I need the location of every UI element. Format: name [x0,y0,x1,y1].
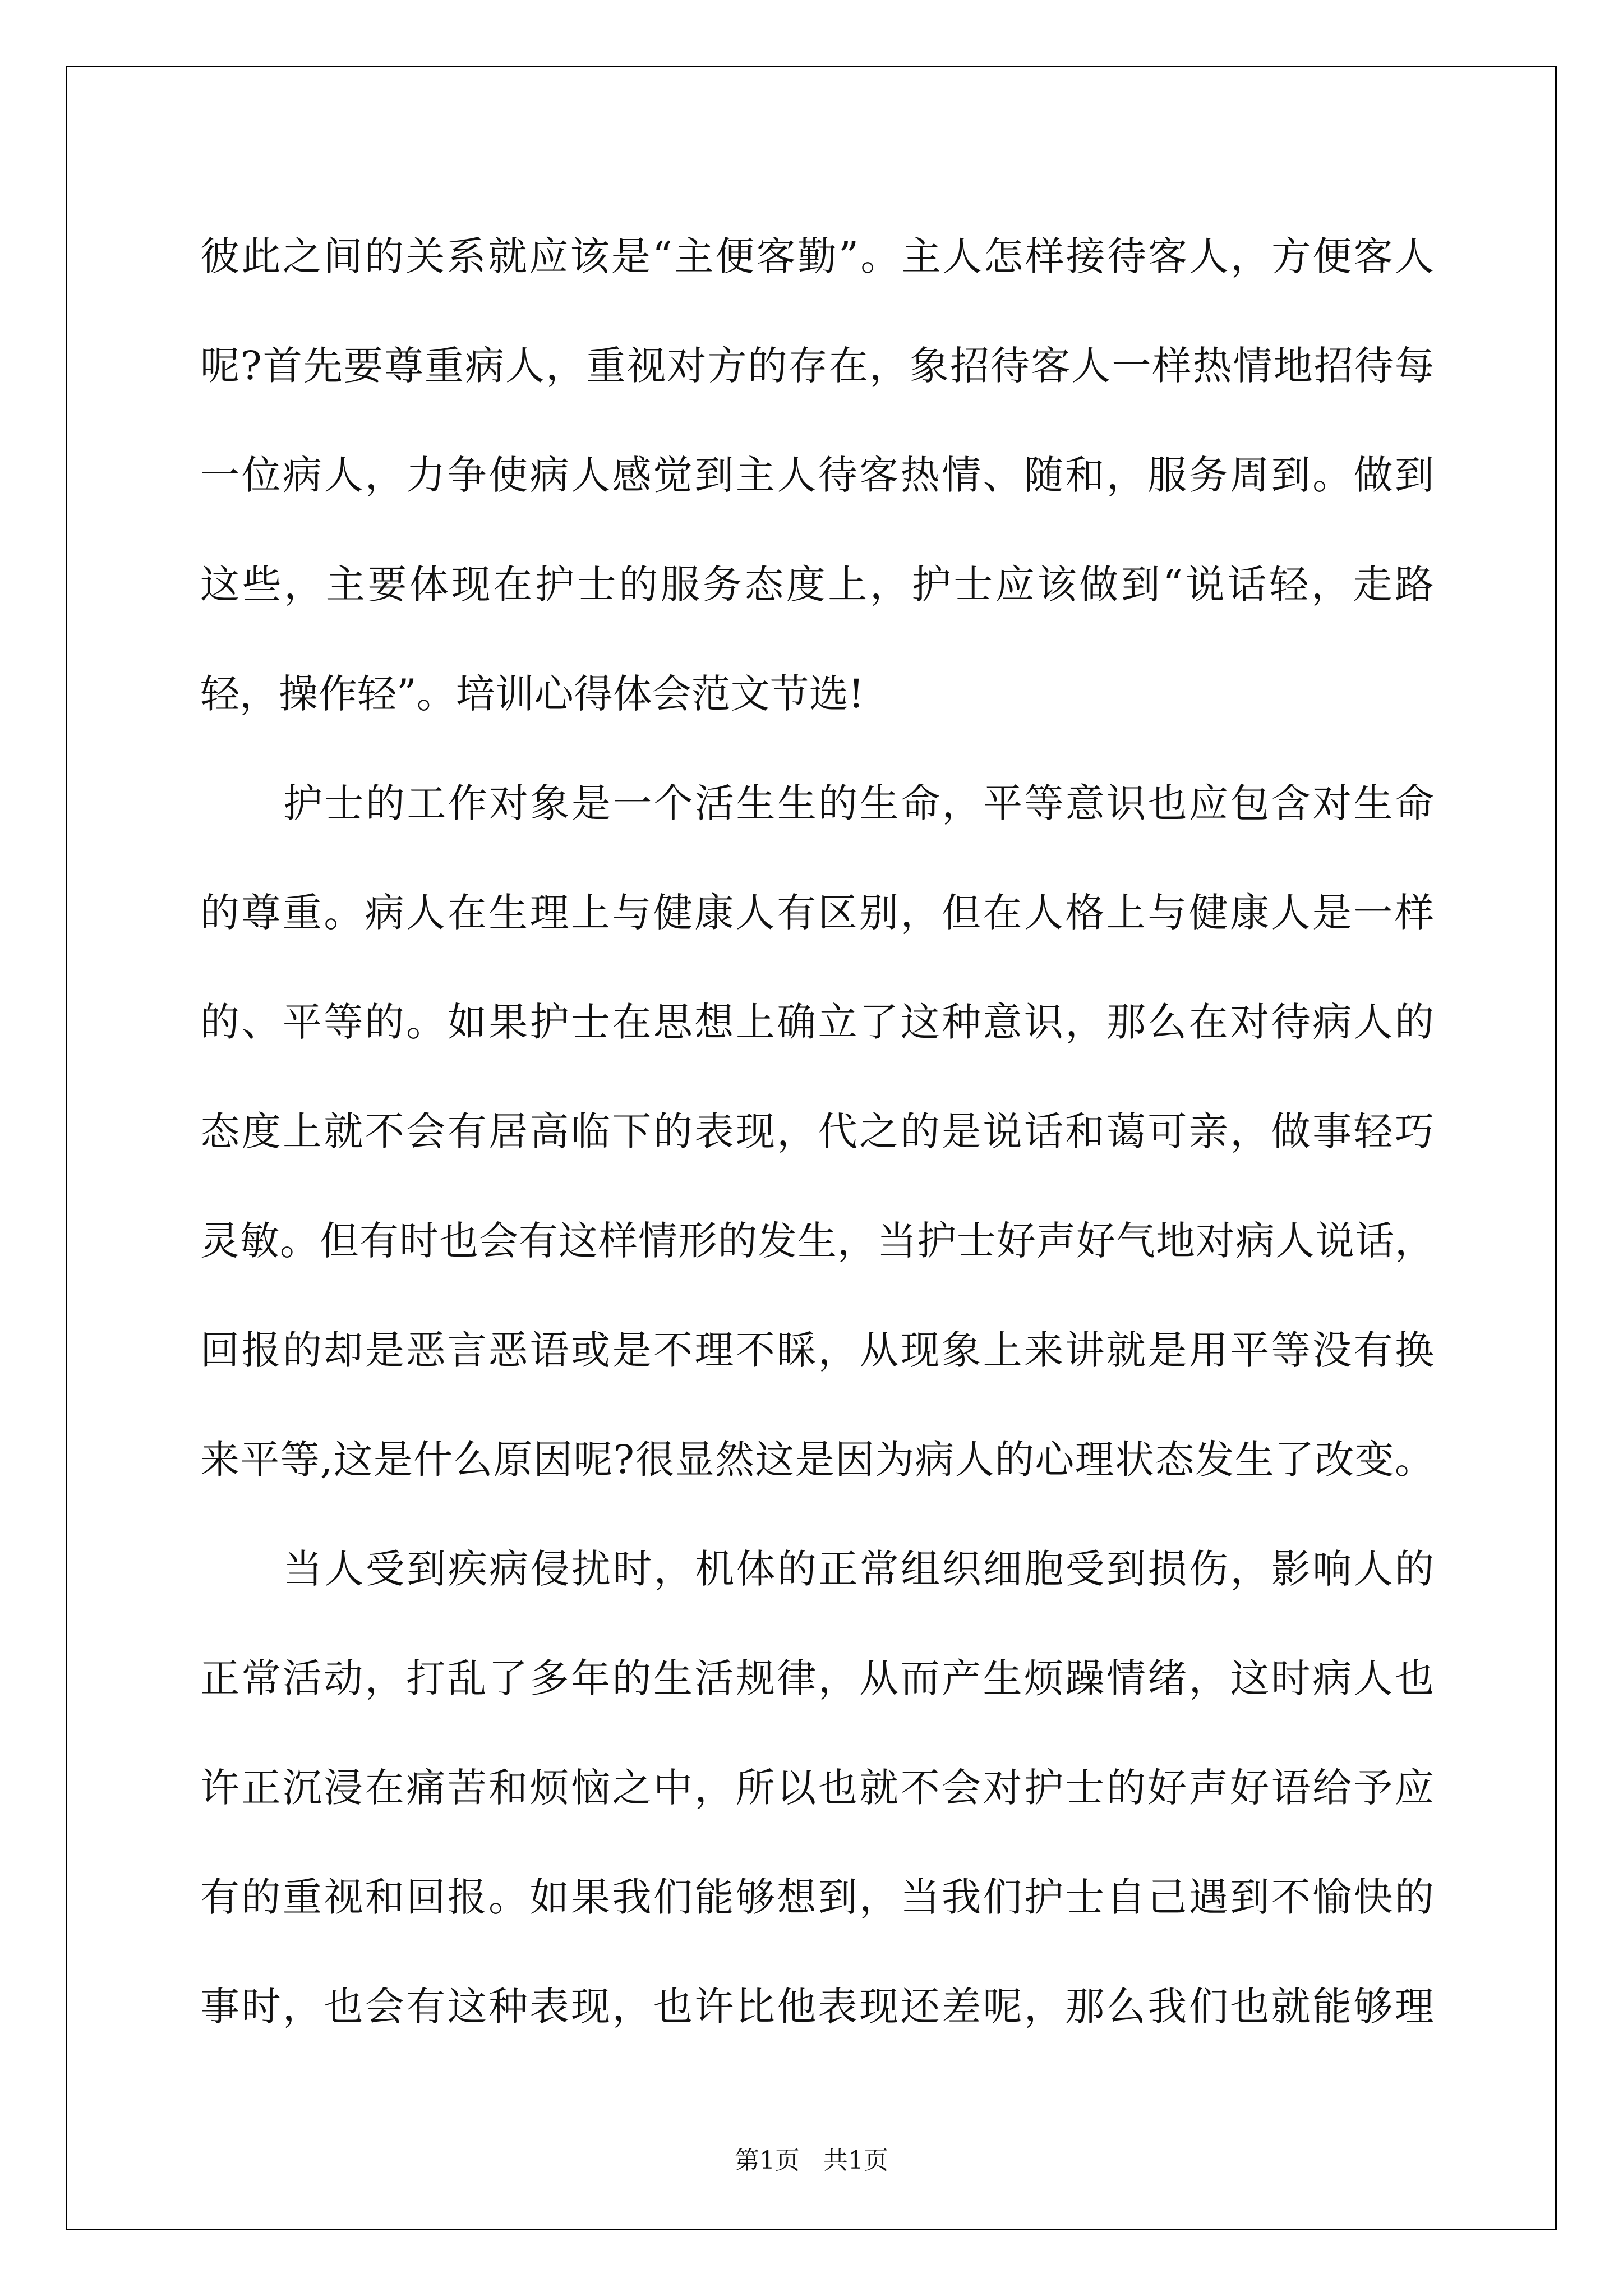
text-line: 回报的却是恶言恶语或是不理不睬，从现象上来讲就是用平等没有换 [200,1327,1434,1373]
page-number-footer: 第1页 共1页 [735,2146,888,2175]
text-line: 护士的工作对象是一个活生生的生命，平等意识也应包含对生命 [283,780,1434,826]
text-line: 一位病人，力争使病人感觉到主人待客热情、随和，服务周到。做到 [200,452,1434,498]
text-line: 许正沉浸在痛苦和烦恼之中，所以也就不会对护士的好声好语给予应 [200,1765,1434,1811]
text-line: 灵敏。但有时也会有这样情形的发生，当护士好声好气地对病人说话， [200,1218,1434,1264]
text-line: 的尊重。病人在生理上与健康人有区别，但在人格上与健康人是一样 [200,890,1434,936]
text-line: 正常活动，打乱了多年的生活规律，从而产生烦躁情绪，这时病人也 [200,1655,1434,1701]
text-line: 态度上就不会有居高临下的表现，代之的是说话和蔼可亲，做事轻巧 [200,1108,1434,1154]
text-line: 这些，主要体现在护士的服务态度上，护士应该做到“说话轻，走路 [200,562,1434,608]
text-line: 有的重视和回报。如果我们能够想到，当我们护士自己遇到不愉快的 [200,1874,1434,1920]
text-line: 事时，也会有这种表现，也许比他表现还差呢，那么我们也就能够理 [200,1984,1434,2030]
document-body [200,202,1434,2062]
text-line: 彼此之间的关系就应该是“主便客勤”。主人怎样接待客人，方便客人 [200,233,1434,279]
text-line: 呢?首先要尊重病人，重视对方的存在，象招待客人一样热情地招待每 [200,343,1434,389]
text-line: 的、平等的。如果护士在思想上确立了这种意识，那么在对待病人的 [200,999,1434,1045]
text-line: 来平等,这是什么原因呢?很显然这是因为病人的心理状态发生了改变。 [200,1437,1434,1483]
text-line: 当人受到疾病侵扰时，机体的正常组织细胞受到损伤，影响人的 [283,1546,1434,1592]
text-line: 轻，操作轻”。培训心得体会范文节选! [200,671,864,717]
